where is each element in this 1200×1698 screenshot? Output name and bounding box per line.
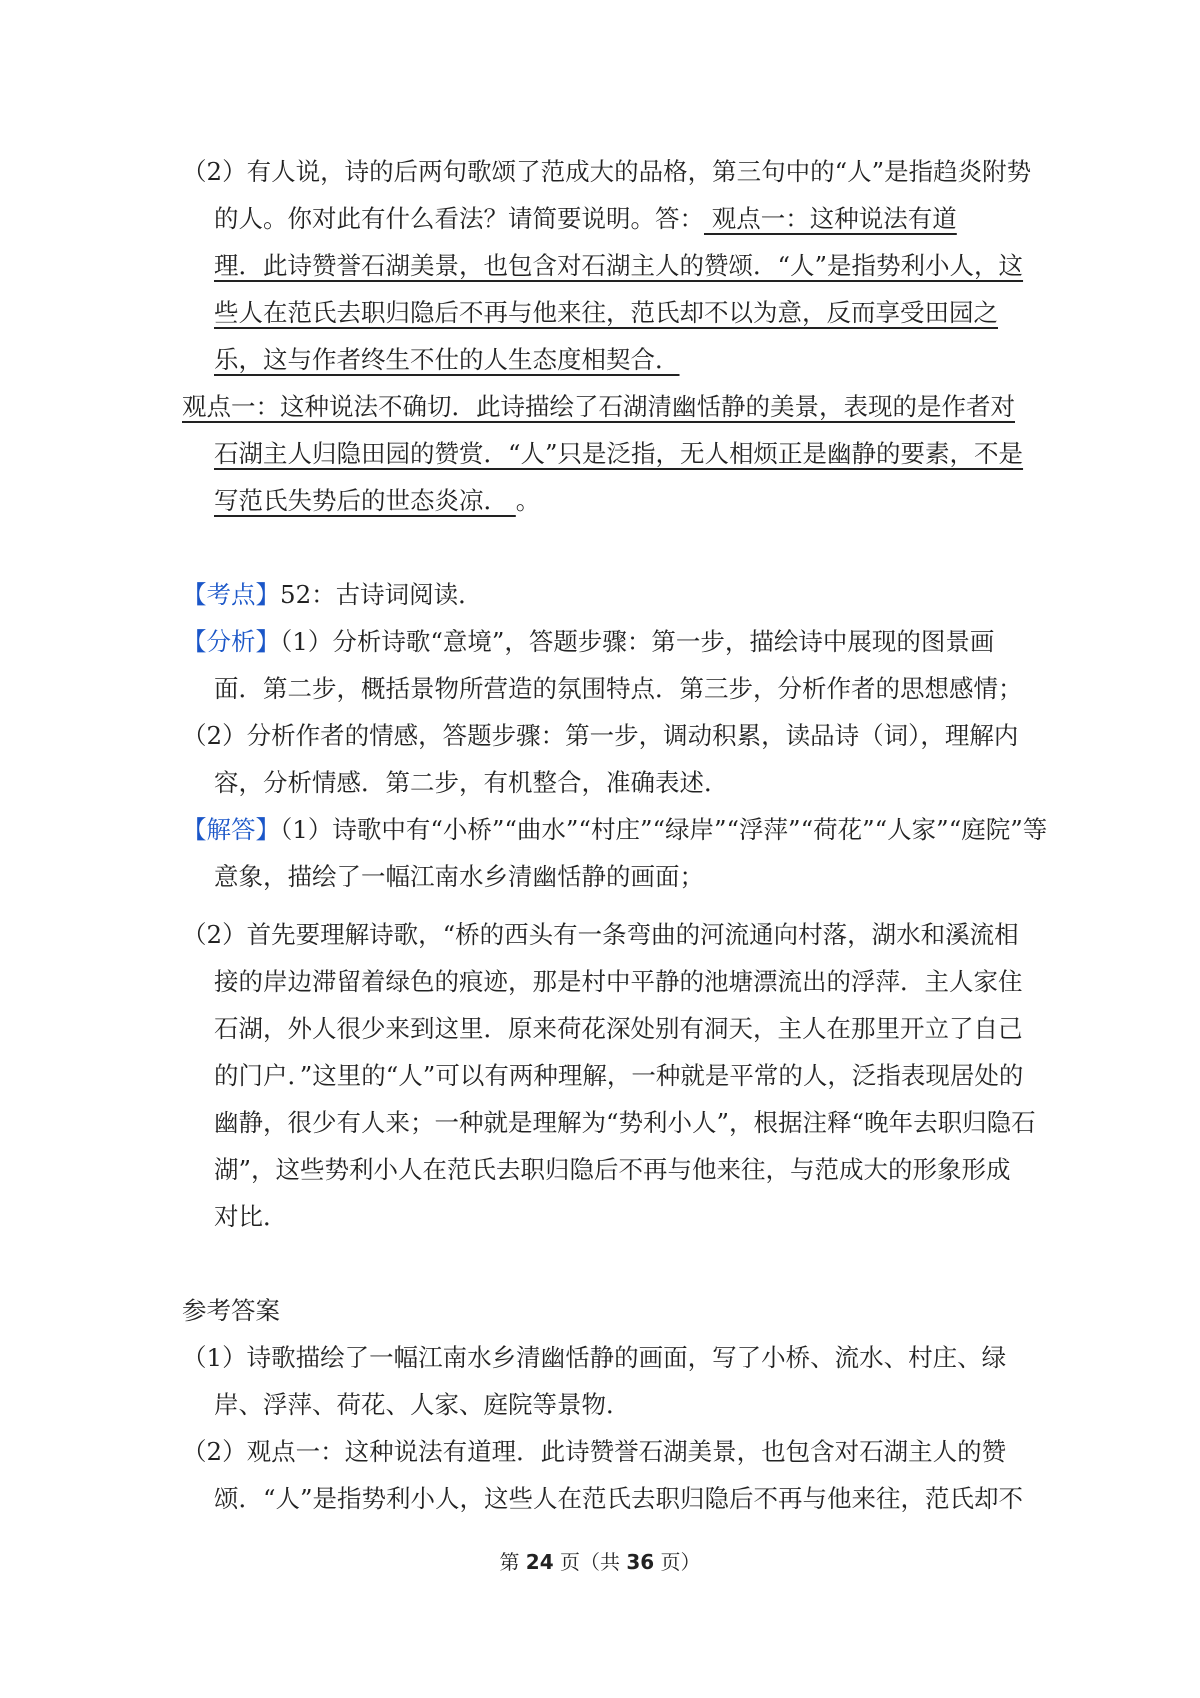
answer-underlined-line-6: 观点一：这种说法不确切．此诗描绘了石湖清幽恬静的美景，表现的是作者对 [182,392,1015,421]
fenxi-line-2: 面．第二步，概括景物所营造的氛围特点．第三步，分析作者的思想感情； [214,674,1023,703]
jieda-tag: 【解答】 [182,815,280,844]
jieda-line-9: 对比． [214,1202,288,1231]
cankao-title: 参考答案 [182,1296,280,1325]
kaodian-tag: 【考点】 [182,580,280,609]
jieda-line-6: 的门户．”这里的“人”可以有两种理解，一种就是平常的人，泛指表现居处的 [214,1061,1024,1090]
fenxi-line-4: 容，分析情感．第二步，有机整合，准确表述． [214,768,729,797]
cankao-line-2: 岸、浮萍、荷花、人家、庭院等景物． [214,1390,631,1419]
jieda-line-1 [182,812,1048,848]
kaodian-text: 52：古诗词阅读． [280,580,483,609]
page-footer [0,1548,1200,1576]
cankao-line-4: 颂．“人”是指势利小人，这些人在范氏去职归隐后不再与他来往，范氏却不 [214,1484,1024,1513]
jieda-line-4: 接的岸边滞留着绿色的痕迹，那是村中平静的池塘漂流出的浮萍．主人家住 [214,967,1023,996]
fenxi-line-1 [182,624,1022,660]
page-number: 24 [525,1550,554,1574]
answer-underlined-line-7: 石湖主人归隐田园的赞赏．“人”只是泛指，无人相烦正是幽静的要素，不是 [214,439,1024,468]
total-pages: 36 [626,1550,655,1574]
footer-suffix: 页） [654,1550,701,1574]
answer-underlined: 观点一：这种说法有道 [704,204,957,233]
fenxi-line-3: （2）分析作者的情感，答题步骤：第一步，调动积累，读品诗（词），理解内 [182,721,1019,750]
cankao-line-1: （1）诗歌描绘了一幅江南水乡清幽恬静的画面，写了小桥、流水、村庄、绿 [182,1343,1007,1372]
fenxi-text-1: （1）分析诗歌“意境”，答题步骤：第一步，描绘诗中展现的图景画 [280,627,995,656]
question-2-line-2 [214,201,1022,237]
question-2-line-1: （2）有人说，诗的后两句歌颂了范成大的品格，第三句中的“人”是指趋炎附势 [182,157,1032,186]
answer-line-8 [214,483,1022,519]
jieda-line-5: 石湖，外人很少来到这里．原来荷花深处别有洞天，主人在那里开立了自己 [214,1014,1023,1043]
fenxi-tag: 【分析】 [182,627,280,656]
jieda-line-7: 幽静，很少有人来；一种就是理解为“势利小人”，根据注释“晚年去职归隐石 [214,1108,1036,1137]
question-2-prompt: 的人。你对此有什么看法？请简要说明。答： [214,204,704,233]
footer-prefix: 第 [499,1550,526,1574]
answer-underlined-line-3: 理．此诗赞誉石湖美景，也包含对石湖主人的赞颂．“人”是指势利小人，这 [214,251,1024,280]
jieda-line-3: （2）首先要理解诗歌，“桥的西头有一条弯曲的河流通向村落，湖水和溪流相 [182,920,1019,949]
answer-underlined-line-5: 乐，这与作者终生不仕的人生态度相契合． [214,345,680,374]
jieda-text-1: （1）诗歌中有“小桥”“曲水”“村庄”“绿岸”“浮萍”“荷花”“人家”“庭院”等 [280,815,1048,844]
kaodian-line [182,577,1022,613]
answer-underlined-line-4: 些人在范氏去职归隐后不再与他来往，范氏却不以为意，反而享受田园之 [214,298,998,327]
answer-underlined-end: 写范氏失势后的世态炎凉． [214,486,516,515]
answer-period: 。 [515,486,541,515]
jieda-line-8: 湖”，这些势利小人在范氏去职归隐后不再与他来往，与范成大的形象形成 [214,1155,1011,1184]
jieda-line-2: 意象，描绘了一幅江南水乡清幽恬静的画面； [214,862,704,891]
footer-middle: 页（共 [553,1550,627,1574]
cankao-line-3: （2）观点一：这种说法有道理．此诗赞誉石湖美景，也包含对石湖主人的赞 [182,1437,1007,1466]
